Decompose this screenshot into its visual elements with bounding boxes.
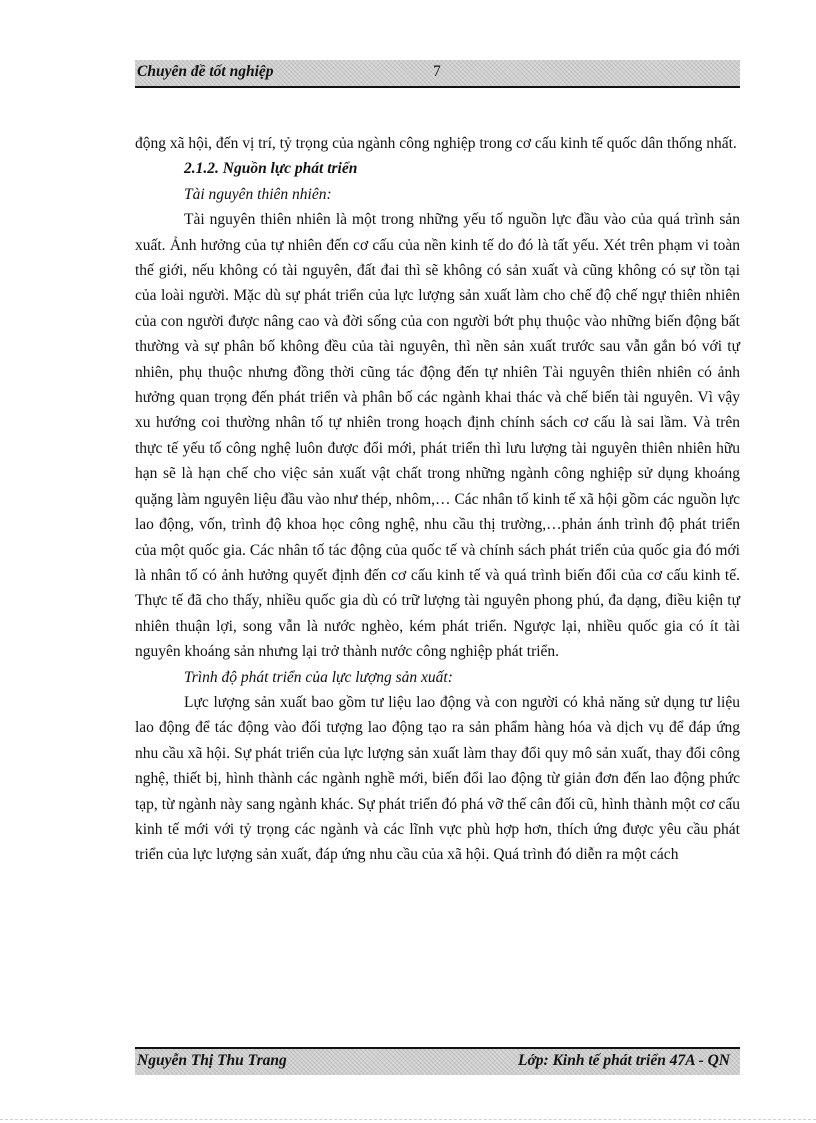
- footer-author: Nguyễn Thị Thu Trang: [137, 1052, 287, 1069]
- subheading-production-forces: Trình độ phát triển của lực lượng sản xuất:: [184, 668, 453, 686]
- section-heading: 2.1.2. Nguồn lực phát triển: [184, 160, 358, 178]
- paragraph-production-forces: Lực lượng sản xuất bao gồm tư liệu lao động và con người có khả năng sử dụng tư liệu lao động để tác động vào đối tượng lao động tạo ra sản phẩm hàng hóa và dịch vụ để đáp ứng nhu cầu xã hội. Sự phát triển của lực lượng sản xuất làm thay đổi quy mô sản xuất, thay đổi công nghệ, thiết bị, hình thành các ngành nghề mới, biến đổi lao động từ giản đơn đến lao động phức tạp, từ ngành này sang ngành khác. Sự phát triển đó phá vỡ thế cân đối cũ, hình thành một cơ cấu kinh tế mới với tỷ trọng các ngành và các lĩnh vực phù hợp hơn, thích ứng được yêu cầu phát triển của lực lượng sản xuất, đáp ứng nhu cầu của xã hội. Quá trình đó diễn ra một cách: [135, 693, 740, 864]
- subheading-natural-resources: Tài nguyên thiên nhiên:: [184, 185, 332, 203]
- header-title: Chuyên đề tốt nghiệp: [137, 63, 274, 80]
- page-footer: [135, 1047, 740, 1075]
- footer-class-info: Lớp: Kinh tế phát triển 47A - QN: [518, 1052, 730, 1069]
- paragraph-continuation: động xã hội, đến vị trí, tỷ trọng của ngành công nghiệp trong cơ cấu kinh tế quốc dân thống nhất.: [135, 135, 737, 152]
- page-header: [135, 60, 740, 88]
- page-edge-divider: [0, 1119, 816, 1120]
- page-body: [135, 131, 740, 868]
- paragraph-natural-resources: Tài nguyên thiên nhiên là một trong những yếu tố nguồn lực đầu vào của quá trình sản xuất. Ảnh hưởng của tự nhiên đến cơ cấu của nền kinh tế do đó là tất yếu. Xét trên phạm vi toàn thế giới, nếu không có tài nguyên, đất đai thì sẽ không có sản xuất và cũng không có sự tồn tại của loài người. Mặc dù sự phát triển của lực lượng sản xuất làm cho chế độ chế ngự thiên nhiên của con người được nâng cao và đời sống của con người bớt phụ thuộc vào những biến động bất thường và sự phân bố không đều của tài nguyên, thì nền sản xuất trước sau vẫn gắn bó với tự nhiên, phụ thuộc nhưng đồng thời cũng tác động đến tự nhiên Tài nguyên thiên nhiên có ảnh hưởng quan trọng đến phát triển và phân bố các ngành khai thác và chế biến tài nguyên. Vì vậy xu hướng coi thường nhân tố tự nhiên trong hoạch định chính sách cơ cấu là sai lầm. Và trên thực tế yếu tố công nghệ luôn được đổi mới, phát triển thì lưu lượng tài nguyên thiên nhiên hữu hạn sẽ là hạn chế cho việc sản xuất vật chất trong những ngành công nghiệp sử dụng khoáng quặng làm nguyên liệu đầu vào như thép, nhôm,… Các nhân tố kinh tế xã hội gồm các nguồn lực lao động, vốn, trình độ khoa học công nghệ, nhu cầu thị trường,…phản ánh trình độ phát triển của một quốc gia. Các nhân tố tác động của quốc tế và chính sách phát triển của quốc gia đó mới là nhân tố có ảnh hưởng quyết định đến cơ cấu kinh tế và quá trình biến đổi của cơ cấu kinh tế. Thực tế đã cho thấy, nhiều quốc gia dù có trữ lượng tài nguyên phong phú, đa dạng, điều kiện tự nhiên thuận lợi, song vẫn là nước nghèo, kém phát triển. Ngược lại, nhiều quốc gia có ít tài nguyên khoáng sản nhưng lại trở thành nước công nghiệp phát triển.: [135, 211, 740, 661]
- page-number: 7: [433, 63, 441, 80]
